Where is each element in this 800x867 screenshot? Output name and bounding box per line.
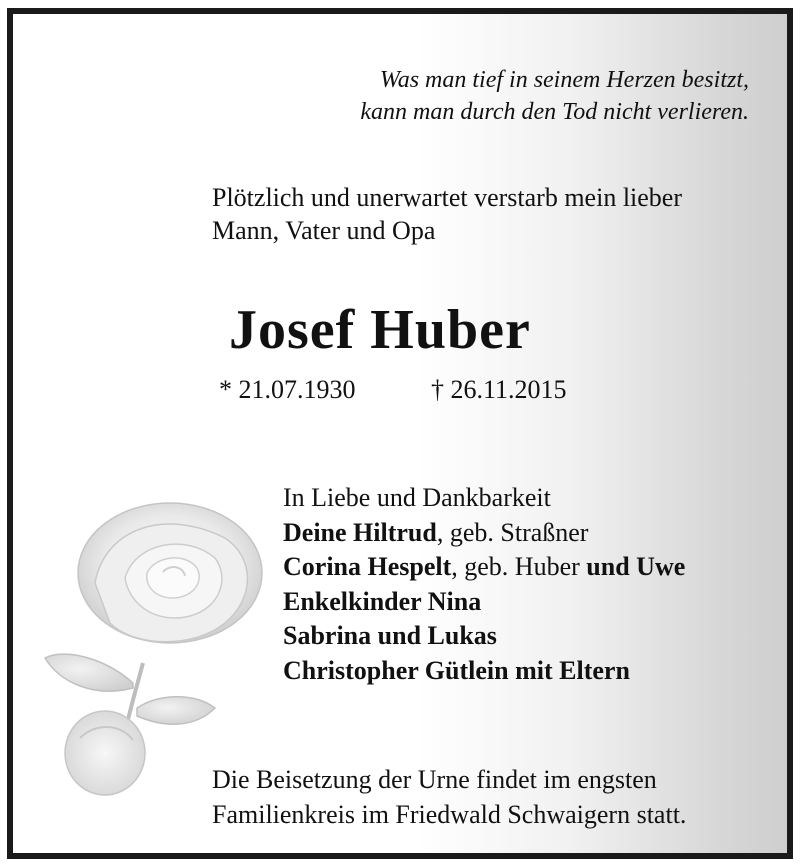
signer-line-3 bbox=[283, 585, 685, 620]
signer-grandchildren-3: Christopher Gütlein mit Eltern bbox=[283, 655, 630, 685]
signer-line-4 bbox=[283, 619, 685, 654]
signers-block bbox=[283, 481, 685, 688]
signer-maiden-name-2: , geb. Huber bbox=[451, 552, 587, 581]
deceased-name: Josef Huber bbox=[229, 299, 531, 361]
footer-line-1: Die Beisetzung der Urne findet im engsten bbox=[212, 765, 657, 794]
footer-line-2: Familienkreis im Friedwald Schwaigern statt. bbox=[212, 800, 687, 829]
intro-line-1: Plötzlich und unerwartet verstarb mein lieber bbox=[212, 183, 683, 212]
obituary-frame bbox=[7, 8, 793, 859]
birth-date: * 21.07.1930 bbox=[219, 375, 356, 404]
signer-line-5 bbox=[283, 654, 685, 689]
memorial-quote bbox=[360, 64, 749, 128]
signers-opening: In Liebe und Dankbarkeit bbox=[283, 483, 551, 512]
quote-line-1: Was man tief in seinem Herzen besitzt, bbox=[379, 67, 749, 93]
signer-line-1 bbox=[283, 516, 685, 551]
quote-line-2: kann man durch den Tod nicht verlieren. bbox=[360, 99, 749, 125]
signer-grandchildren: Enkelkinder Nina bbox=[283, 586, 482, 616]
signer-grandchildren-2: Sabrina und Lukas bbox=[283, 621, 497, 650]
burial-notice bbox=[212, 762, 686, 832]
intro-line-2: Mann, Vater und Opa bbox=[212, 216, 436, 245]
signer-name-uwe: und Uwe bbox=[586, 552, 686, 581]
signer-name-corina: Corina Hespelt bbox=[283, 552, 452, 581]
signer-line-2 bbox=[283, 550, 685, 585]
death-date: † 26.11.2015 bbox=[431, 375, 567, 404]
signer-name-hiltrud: Deine Hiltrud bbox=[283, 517, 437, 547]
signer-maiden-name: , geb. Straßner bbox=[436, 517, 589, 547]
intro-text bbox=[212, 181, 682, 247]
